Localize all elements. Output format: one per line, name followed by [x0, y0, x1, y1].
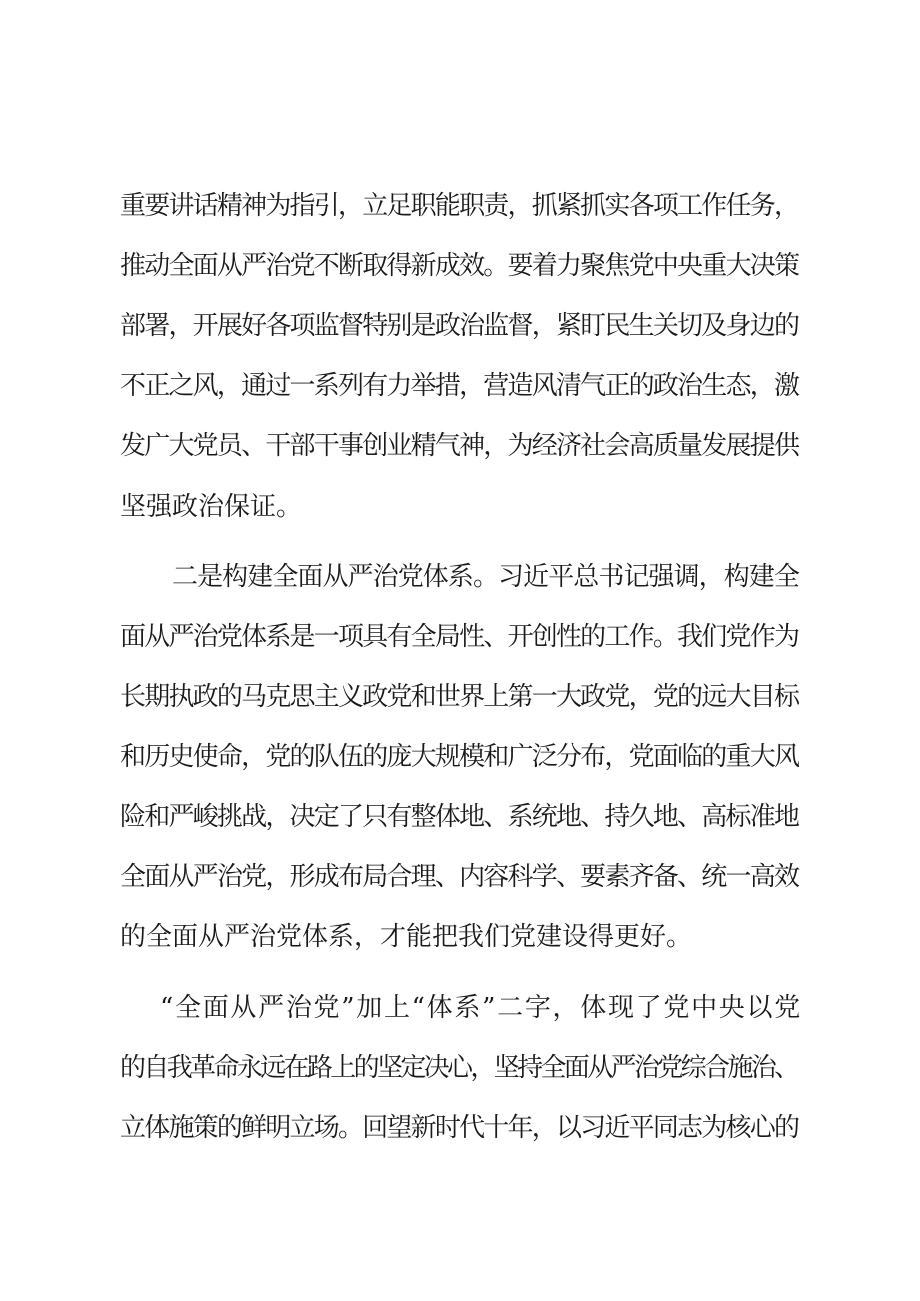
paragraph-1-line-1: 重要讲话精神为指引，立足职能职责，抓紧抓实各项工作任务， [120, 191, 799, 221]
paragraph-3-line-3: 立体施策的鲜明立场。回望新时代十年，以习近平同志为核心的 [120, 1113, 799, 1143]
paragraph-3-line-1: “全面从严治党”加上“体系”二字，体现了党中央以党 [160, 993, 802, 1023]
paragraph-2-line-2: 面从严治党体系是一项具有全局性、开创性的工作。我们党作为 [120, 622, 799, 652]
paragraph-1-line-6: 坚强政治保证。 [120, 492, 303, 522]
paragraph-1-line-4: 不正之风，通过一系列有力举措，营造风清气正的政治生态，激 [120, 371, 799, 401]
paragraph-2-line-5: 险和严峻挑战，决定了只有整体地、系统地、持久地、高标准地 [120, 802, 799, 832]
paragraph-1-line-3: 部署，开展好各项监督特别是政治监督，紧盯民生关切及身边的 [120, 311, 799, 341]
paragraph-1-line-2: 推动全面从严治党不断取得新成效。要着力聚焦党中央重大决策 [120, 251, 799, 281]
paragraph-2-line-4: 和历史使命，党的队伍的庞大规模和广泛分布，党面临的重大风 [120, 742, 799, 772]
paragraph-2-line-1: 二是构建全面从严治党体系。习近平总书记强调，构建全 [172, 562, 800, 592]
paragraph-1-line-5: 发广大党员、干部干事创业精气神，为经济社会高质量发展提供 [120, 431, 799, 461]
paragraph-2-line-7: 的全面从严治党体系，才能把我们党建设得更好。 [120, 922, 693, 952]
paragraph-2-line-3: 长期执政的马克思主义政党和世界上第一大政党，党的远大目标 [120, 682, 799, 712]
paragraph-3-line-2: 的自我革命永远在路上的坚定决心，坚持全面从严治党综合施治、 [120, 1053, 798, 1083]
paragraph-2-line-6: 全面从严治党，形成布局合理、内容科学、要素齐备、统一高效 [120, 862, 799, 892]
